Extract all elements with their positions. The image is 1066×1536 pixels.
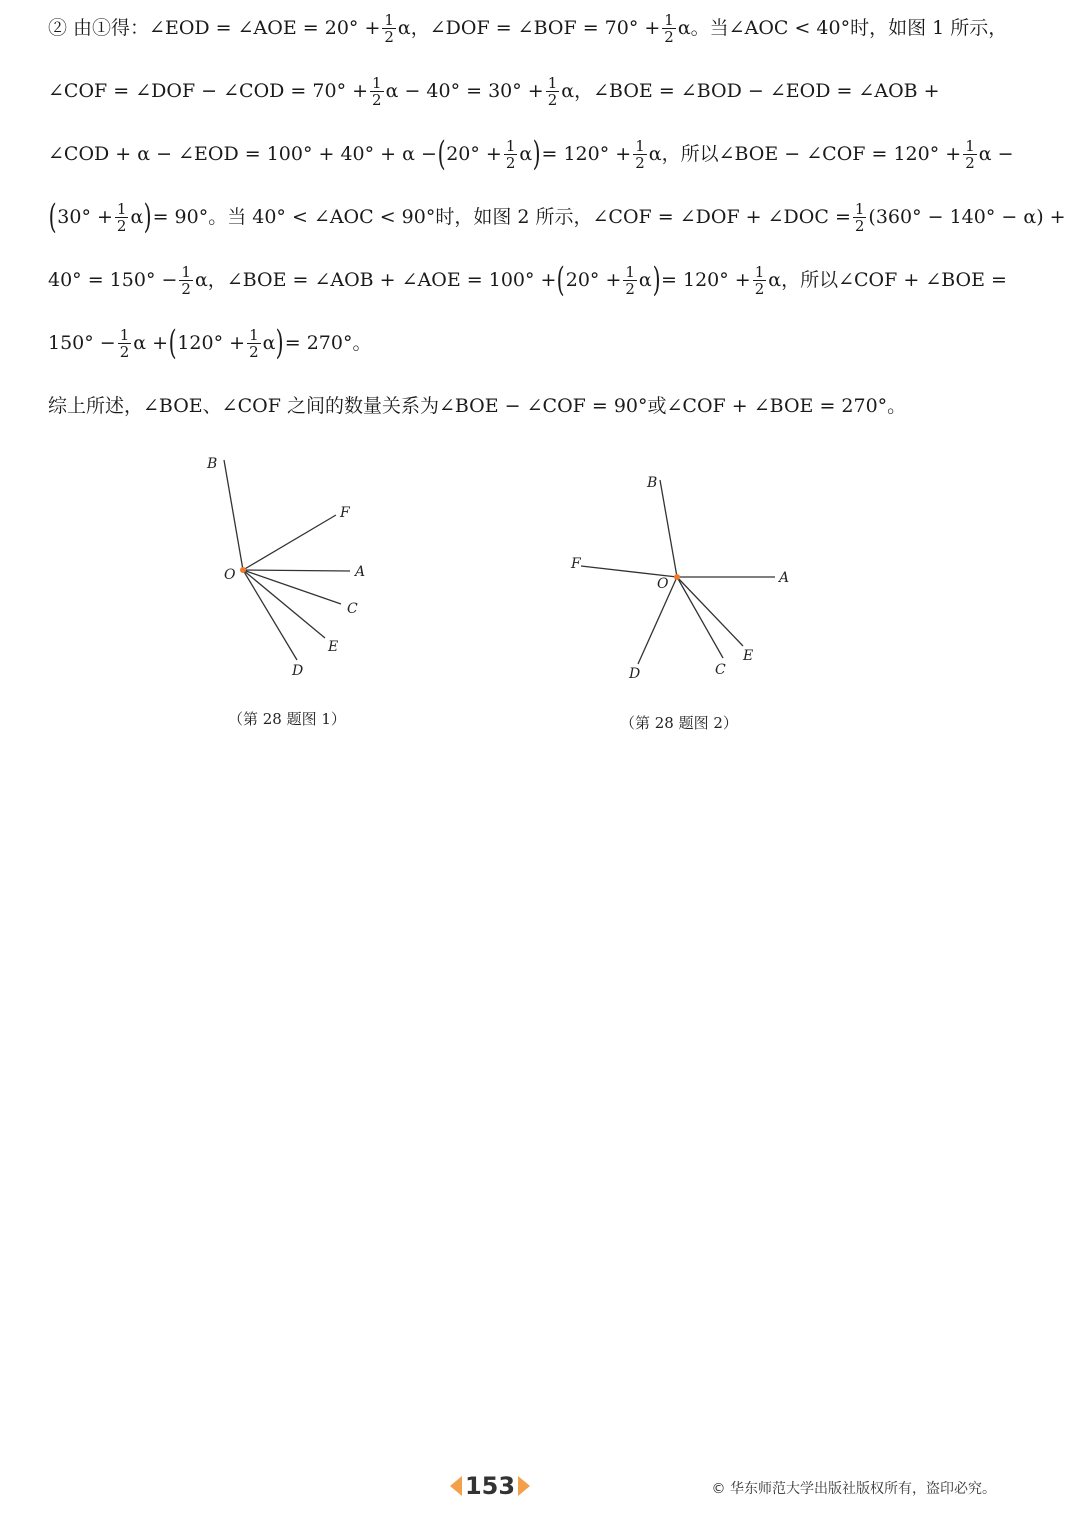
math-text: ∠COF = ∠DOF − ∠COD = 70° + <box>48 80 369 102</box>
figure-2-diagram <box>565 468 805 688</box>
solution-line <box>48 197 1066 237</box>
figure-1 <box>195 448 385 692</box>
solution-line <box>48 10 1008 46</box>
math-text: α。当∠AOC < 40°时，如图 1 所示， <box>677 17 1008 39</box>
math-text: 20° + <box>565 269 622 291</box>
figure-2-caption: （第 28 题图 2） <box>620 714 738 732</box>
ray-ob <box>660 480 677 577</box>
parenthesis: ) <box>652 260 661 300</box>
point-o <box>674 574 680 580</box>
math-text: 30° + <box>57 206 113 228</box>
math-text: α，所以∠BOE − ∠COF = 120° + <box>648 143 962 165</box>
fraction <box>753 264 767 297</box>
ray-oa <box>243 570 350 571</box>
math-text: = 270°。 <box>284 332 372 354</box>
solution-line <box>48 73 1003 109</box>
fraction-denominator: 2 <box>854 216 865 235</box>
label-e: E <box>743 648 754 664</box>
parenthesis: ) <box>532 134 541 174</box>
math-text: (360° − 140° − α) + <box>868 206 1066 228</box>
fraction-denominator: 2 <box>181 279 191 298</box>
fraction-numerator: 1 <box>625 262 635 281</box>
label-c: C <box>347 601 358 617</box>
fraction-denominator: 2 <box>547 90 558 109</box>
parenthesis: ( <box>437 134 446 174</box>
solution-text <box>48 10 1066 455</box>
fraction <box>382 12 396 45</box>
label-d: D <box>629 666 641 682</box>
fraction <box>853 201 867 234</box>
fraction-numerator: 1 <box>181 262 191 281</box>
fraction-denominator: 2 <box>664 27 674 46</box>
figure-1-caption: （第 28 题图 1） <box>228 710 346 728</box>
copyright-notice: © 华东师范大学出版社版权所有，盗印必究。 <box>711 1481 996 1497</box>
fraction <box>504 138 518 171</box>
label-f: F <box>340 505 350 521</box>
math-text: 120° + <box>177 332 246 354</box>
fraction <box>118 327 132 360</box>
fraction <box>963 138 977 171</box>
fraction-numerator: 1 <box>119 325 130 344</box>
math-text: ② 由①得：∠EOD = ∠AOE = 20° + <box>48 17 381 39</box>
fraction-numerator: 1 <box>116 199 127 218</box>
fraction-numerator: 1 <box>754 262 765 281</box>
fraction-denominator: 2 <box>384 27 394 46</box>
fraction-numerator: 1 <box>505 136 516 155</box>
label-a: A <box>779 570 790 586</box>
math-text: = 90°。当 40° < ∠AOC < 90°时，如图 2 所示，∠COF = ∠DOF + ∠DOC = <box>152 206 851 228</box>
fraction-denominator: 2 <box>635 153 645 172</box>
math-text: α <box>262 332 276 354</box>
ray-oc <box>243 570 341 604</box>
math-text: α <box>519 143 533 165</box>
page-number: 153 <box>464 1472 516 1500</box>
solution-line <box>48 323 1003 363</box>
fraction-denominator: 2 <box>754 279 765 298</box>
point-o <box>240 567 246 573</box>
math-text: α <box>638 269 652 291</box>
label-c: C <box>715 662 726 678</box>
label-a: A <box>355 564 366 580</box>
math-text: 40° = 150° − <box>48 269 178 291</box>
page-number-badge <box>450 1470 530 1502</box>
fraction <box>623 264 637 297</box>
fraction <box>370 75 384 108</box>
ray-ob <box>224 460 243 570</box>
parenthesis: ( <box>168 323 177 363</box>
ray-od <box>243 570 297 660</box>
fraction-denominator: 2 <box>625 279 635 298</box>
label-b: B <box>647 475 658 491</box>
fraction-numerator: 1 <box>854 199 865 218</box>
fraction <box>179 264 193 297</box>
fraction <box>115 201 129 234</box>
fraction-numerator: 1 <box>384 10 394 29</box>
fraction-denominator: 2 <box>249 342 259 361</box>
parenthesis: ) <box>276 323 285 363</box>
math-text: α − 40° = 30° + <box>385 80 544 102</box>
math-text: ∠COD + α − ∠EOD = 100° + 40° + α − <box>48 143 437 165</box>
fraction-denominator: 2 <box>119 342 130 361</box>
math-text: α，∠DOF = ∠BOF = 70° + <box>397 17 661 39</box>
fraction <box>633 138 647 171</box>
math-text: α <box>130 206 144 228</box>
fraction-denominator: 2 <box>116 216 127 235</box>
fraction-numerator: 1 <box>635 136 645 155</box>
parenthesis: ( <box>48 197 57 237</box>
fraction-numerator: 1 <box>249 325 259 344</box>
fraction-numerator: 1 <box>547 73 558 92</box>
fraction-numerator: 1 <box>372 73 382 92</box>
figure-2 <box>565 468 805 692</box>
fraction-denominator: 2 <box>372 90 382 109</box>
math-text: α + <box>133 332 169 354</box>
parenthesis: ( <box>557 260 566 300</box>
math-text: α − <box>978 143 1014 165</box>
arrow-left-icon <box>450 1476 462 1496</box>
arrow-right-icon <box>518 1476 530 1496</box>
ray-of <box>243 515 336 570</box>
math-text: 20° + <box>446 143 502 165</box>
label-f: F <box>571 556 581 572</box>
math-text: = 120° + <box>541 143 632 165</box>
label-b: B <box>207 456 218 472</box>
label-o: O <box>224 567 236 583</box>
math-text: α，∠BOE = ∠AOB + ∠AOE = 100° + <box>194 269 557 291</box>
parenthesis: ) <box>143 197 152 237</box>
figure-1-diagram <box>195 448 385 688</box>
math-text: α，所以∠COF + ∠BOE = <box>768 269 1007 291</box>
label-e: E <box>328 639 339 655</box>
fraction-numerator: 1 <box>664 10 674 29</box>
label-d: D <box>292 663 304 679</box>
solution-line <box>48 260 1007 300</box>
math-text: = 120° + <box>661 269 751 291</box>
summary-line: 综上所述，∠BOE、∠COF 之间的数量关系为∠BOE − ∠COF = 90°或∠COF + ∠BOE = 270°。 <box>48 395 907 417</box>
math-text: 150° − <box>48 332 116 354</box>
label-o: O <box>657 576 669 592</box>
fraction-numerator: 1 <box>965 136 975 155</box>
solution-line <box>48 134 1014 174</box>
fraction-denominator: 2 <box>965 153 975 172</box>
math-text: α，∠BOE = ∠BOD − ∠EOD = ∠AOB + <box>561 80 940 102</box>
fraction <box>546 75 560 108</box>
fraction <box>247 327 261 360</box>
fraction-denominator: 2 <box>505 153 516 172</box>
fraction <box>662 12 676 45</box>
ray-oe <box>243 570 325 638</box>
